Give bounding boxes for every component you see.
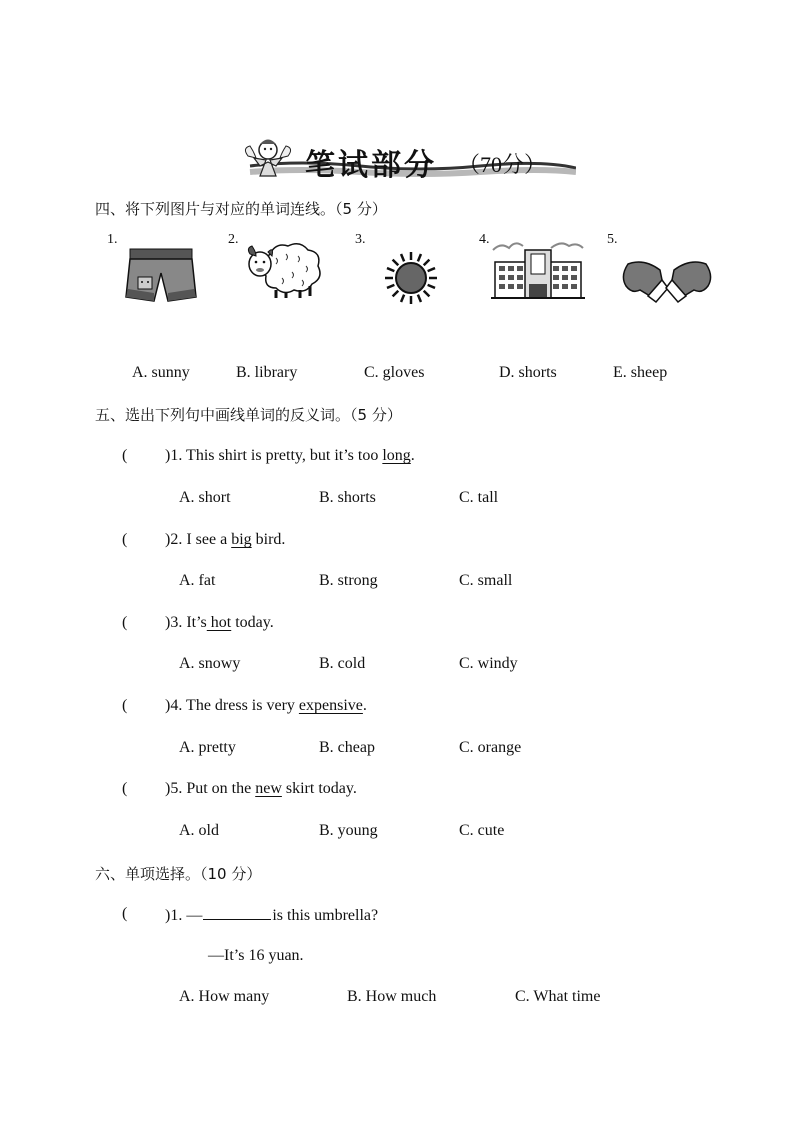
picture-number: 4. bbox=[479, 232, 490, 247]
option: B. strong bbox=[319, 572, 378, 589]
option: C. orange bbox=[459, 739, 522, 756]
shorts-icon bbox=[124, 245, 198, 305]
question-text: )1. This shirt is pretty, but it’s too long. bbox=[165, 447, 415, 464]
option: A. old bbox=[179, 822, 219, 839]
library-icon bbox=[491, 240, 585, 302]
option: C. small bbox=[459, 572, 513, 589]
picture-number: 5. bbox=[607, 232, 618, 247]
word-option: B. library bbox=[236, 364, 298, 381]
option: A. fat bbox=[179, 572, 216, 589]
word-option: E. sheep bbox=[613, 364, 668, 381]
banner-title: 笔试部分 bbox=[305, 148, 437, 183]
option: A. How many bbox=[179, 988, 270, 1005]
option: B. young bbox=[319, 822, 378, 839]
question-text: )2. I see a big bird. bbox=[165, 531, 286, 548]
section4-heading: 四、将下列图片与对应的单词连线。（5 分） bbox=[95, 200, 387, 218]
option: C. What time bbox=[515, 988, 601, 1005]
answer-paren: ( bbox=[122, 531, 128, 548]
answer-paren: ( bbox=[122, 905, 128, 922]
question-text: )1. — is this umbrella? bbox=[165, 907, 379, 924]
option: B. shorts bbox=[319, 489, 376, 506]
option: A. snowy bbox=[179, 655, 241, 672]
answer-line: —It’s 16 yuan. bbox=[208, 947, 304, 964]
banner-score: （70分） bbox=[458, 152, 547, 177]
sun-icon bbox=[383, 250, 439, 306]
picture-number: 3. bbox=[355, 232, 366, 247]
word-option: D. shorts bbox=[499, 364, 557, 381]
question-text: )4. The dress is very expensive. bbox=[165, 697, 367, 714]
option: A. pretty bbox=[179, 739, 236, 756]
answer-blank bbox=[203, 905, 271, 920]
option: C. cute bbox=[459, 822, 505, 839]
question-text: )3. It’s hot today. bbox=[165, 614, 274, 631]
answer-paren: ( bbox=[122, 614, 128, 631]
answer-paren: ( bbox=[122, 447, 128, 464]
section5-heading: 五、选出下列句中画线单词的反义词。（5 分） bbox=[95, 406, 402, 424]
picture-number: 1. bbox=[107, 232, 118, 247]
word-option: C. gloves bbox=[364, 364, 425, 381]
section6-heading: 六、单项选择。（10 分） bbox=[95, 865, 262, 883]
option: C. windy bbox=[459, 655, 518, 672]
option: C. tall bbox=[459, 489, 499, 506]
sheep-icon bbox=[246, 238, 324, 300]
answer-paren: ( bbox=[122, 780, 128, 797]
option: B. cold bbox=[319, 655, 366, 672]
option: B. How much bbox=[347, 988, 437, 1005]
option: B. cheap bbox=[319, 739, 375, 756]
picture-number: 2. bbox=[228, 232, 239, 247]
gloves-icon bbox=[620, 260, 714, 304]
answer-paren: ( bbox=[122, 697, 128, 714]
option: A. short bbox=[179, 489, 231, 506]
question-text: )5. Put on the new skirt today. bbox=[165, 780, 357, 797]
word-option: A. sunny bbox=[132, 364, 190, 381]
